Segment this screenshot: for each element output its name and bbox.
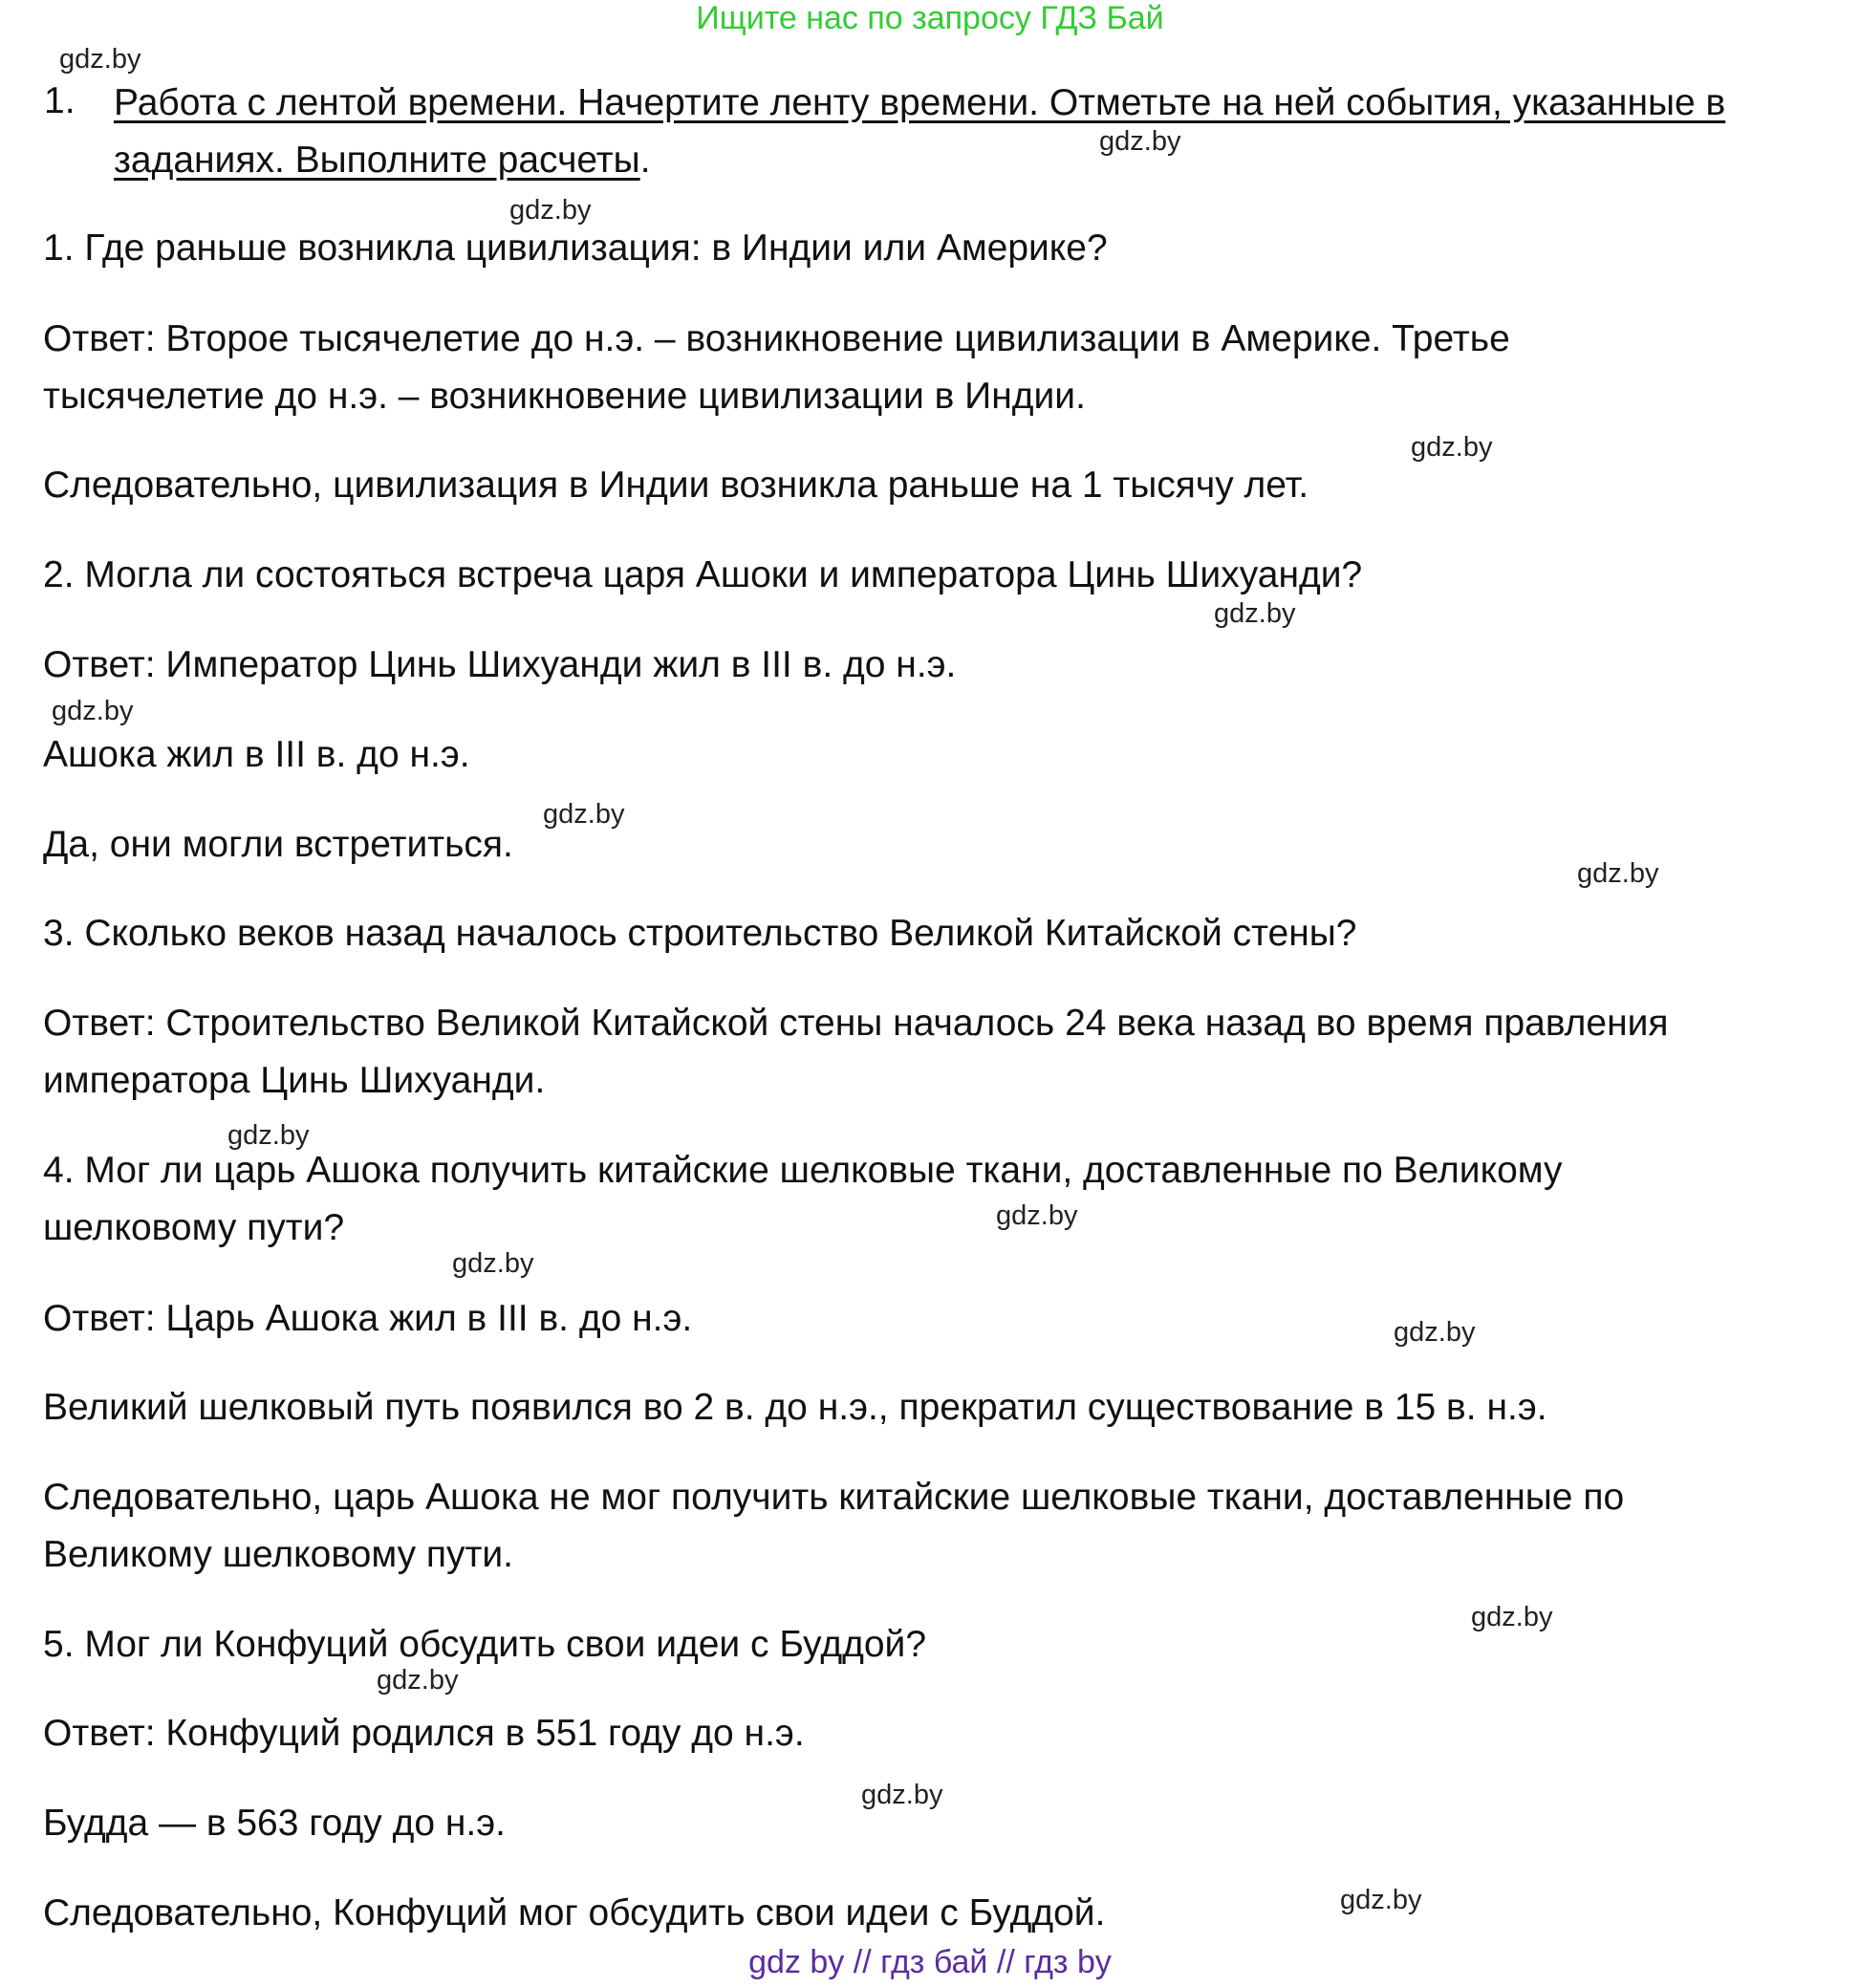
question-2: 2. Могла ли состояться встреча царя Ашоки и императора Цинь Шихуанди? [43,554,1363,595]
watermark: gdz.by [1411,432,1493,463]
question-5: 5. Мог ли Конфуций обсудить свои идеи с Буддой? [43,1624,927,1665]
task-heading [114,75,1860,189]
task-heading-period: . [639,140,651,181]
watermark: gdz.by [59,44,141,75]
question-1: 1. Где раньше возникла цивилизация: в Индии или Америке? [43,227,1108,269]
watermark: gdz.by [1471,1602,1553,1632]
answer-5-line-1: Ответ: Конфуций родился в 551 году до н.э. [43,1713,805,1754]
watermark: gdz.by [543,799,625,830]
answer-2-line-3: Да, они могли встретиться. [43,824,513,865]
task-heading-text: Работа с лентой времени. Начертите ленту времени. Отметьте на ней события, указанные в заданиях. Выполните расчеты [114,82,1726,181]
watermark: gdz.by [861,1780,943,1810]
question-4-line-2: шелковому пути? [43,1207,345,1248]
answer-2-line-2: Ашока жил в III в. до н.э. [43,734,470,775]
watermark: gdz.by [1577,858,1659,889]
watermark: gdz.by [377,1665,459,1696]
watermark: gdz.by [1340,1885,1422,1915]
answer-1-line-3: Следовательно, цивилизация в Индии возникла раньше на 1 тысячу лет. [43,465,1309,506]
question-3: 3. Сколько веков назад началось строительство Великой Китайской стены? [43,913,1357,954]
site-banner: Ищите нас по запросу ГДЗ Бай [696,0,1164,36]
answer-4-line-4: Великому шелковому пути. [43,1534,514,1575]
watermark: gdz.by [227,1120,310,1151]
answer-3-line-1: Ответ: Строительство Великой Китайской стены началось 24 века назад во время правления [43,1003,1669,1044]
question-4-line-1: 4. Мог ли царь Ашока получить китайские шелковые ткани, доставленные по Великому [43,1150,1563,1191]
answer-1-line-2: тысячелетие до н.э. – возникновение цивилизации в Индии. [43,376,1086,417]
answer-5-line-3: Следовательно, Конфуций мог обсудить свои идеи с Буддой. [43,1892,1106,1934]
answer-4-line-2: Великий шелковый путь появился во 2 в. до н.э., прекратил существование в 15 в. н.э. [43,1387,1547,1428]
watermark: gdz.by [1214,598,1296,629]
answer-2-line-1: Ответ: Император Цинь Шихуанди жил в III в. до н.э. [43,644,957,685]
watermark: gdz.by [996,1200,1078,1231]
answer-4-line-3: Следовательно, царь Ашока не мог получить китайские шелковые ткани, доставленные по [43,1477,1625,1518]
watermark: gdz.by [52,696,134,726]
footer-links: gdz by // гдз бай // гдз by [748,1944,1112,1980]
watermark: gdz.by [1099,126,1181,157]
watermark: gdz.by [452,1248,534,1279]
answer-3-line-2: императора Цинь Шихуанди. [43,1060,546,1101]
answer-1-line-1: Ответ: Второе тысячелетие до н.э. – возникновение цивилизации в Америке. Третье [43,318,1510,359]
heading-number: 1. [44,80,76,121]
answer-5-line-2: Будда — в 563 году до н.э. [43,1803,506,1844]
watermark: gdz.by [509,195,592,226]
answer-4-line-1: Ответ: Царь Ашока жил в III в. до н.э. [43,1298,693,1339]
watermark: gdz.by [1394,1317,1476,1348]
